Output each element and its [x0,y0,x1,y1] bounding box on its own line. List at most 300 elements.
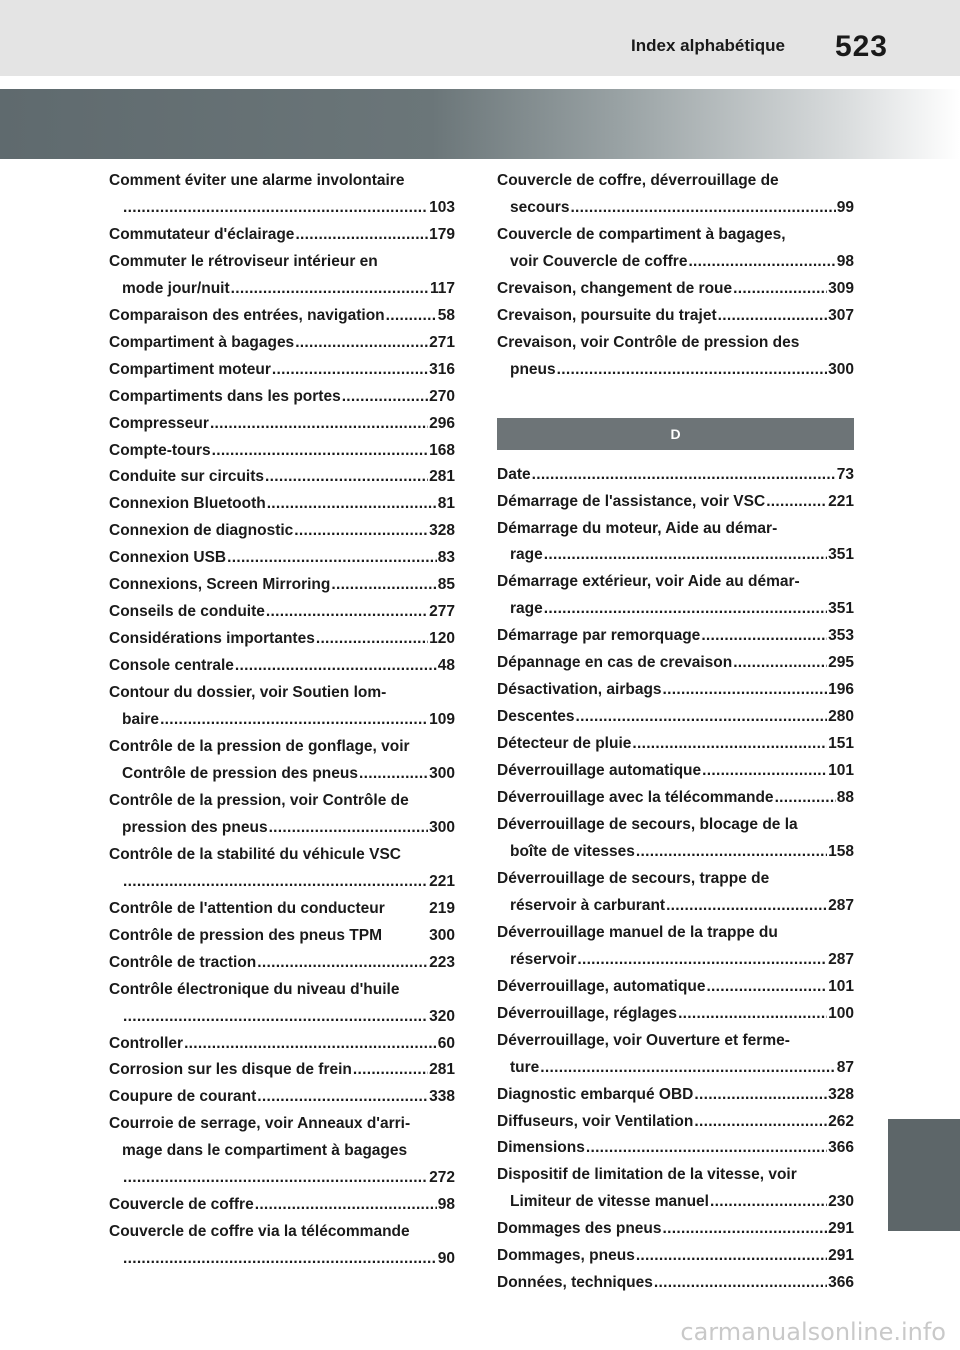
dot-leader [706,974,827,1001]
dot-leader [557,357,827,384]
dot-leader [577,947,827,974]
index-entry [497,276,854,303]
index-entry [109,357,455,384]
page-reference: 291 [828,1247,854,1265]
entry-text: baire [122,711,160,729]
index-entry [109,384,455,411]
entry-text: Déverrouillage avec la télécommande [497,789,774,807]
index-entry [497,462,854,489]
page-reference: 168 [429,441,455,459]
dot-leader [160,707,428,734]
index-entry-line [497,1001,854,1028]
page-reference: 221 [429,872,455,890]
index-entry [497,920,854,974]
index-entry [109,896,455,923]
index-entry-line [109,1111,455,1138]
index-entry-line [109,572,455,599]
dot-leader [123,1004,428,1031]
entry-text: Crevaison, poursuite du trajet [497,306,717,324]
index-entry-line [109,896,455,923]
entry-text: Dispositif de limitation de la vitesse, voir [497,1166,797,1184]
index-entry-line [497,542,854,569]
page-reference: 87 [836,1058,854,1076]
dot-leader [544,596,827,623]
page-reference: 88 [836,789,854,807]
page-reference: 272 [429,1169,455,1187]
dot-leader [342,384,428,411]
watermark: carmanualsonline.info [680,1318,946,1346]
page-reference: 281 [429,468,455,486]
index-entry-line [497,623,854,650]
page-reference: 83 [437,549,455,567]
entry-text: Contrôle de l'attention du conducteur [109,899,385,917]
dot-leader [210,411,428,438]
index-entry-line [109,1246,455,1273]
page-reference: 366 [828,1274,854,1292]
entry-text: Dépannage en cas de crevaison [497,654,733,672]
index-entry [109,977,455,1031]
dot-leader [235,653,437,680]
entry-text: Déverrouillage de secours, trappe de [497,869,770,887]
index-entry [497,623,854,650]
page-reference: 60 [437,1034,455,1052]
dot-leader [255,1192,437,1219]
page-reference: 221 [828,492,854,510]
index-entry-line [497,974,854,1001]
dot-leader [123,869,428,896]
index-entry-line [109,384,455,411]
entry-text: pression des pneus [122,818,268,836]
entry-text: Contour du dossier, voir Soutien lom- [109,684,387,702]
page-reference: 101 [828,977,854,995]
index-entry [497,222,854,276]
index-entry-line [109,788,455,815]
dot-leader [316,626,428,653]
index-entry [109,303,455,330]
index-entry [497,516,854,570]
dot-leader [654,1270,827,1297]
entry-text: Couvercle de coffre, déverrouillage de [497,172,779,189]
index-entry-line [497,812,854,839]
index-entry [109,1111,455,1192]
entry-text: Dommages des pneus [497,1220,662,1238]
index-entry [497,1243,854,1270]
index-entry-line [497,1135,854,1162]
index-entry-line [497,249,854,276]
page-reference: 307 [828,306,854,324]
index-entry-line [497,462,854,489]
index-entry-line [109,518,455,545]
dot-leader [532,462,836,489]
page-reference: 98 [437,1196,455,1214]
index-entry-line [497,1243,854,1270]
page-reference: 98 [836,252,854,270]
entry-text: Conduite sur circuits [109,468,265,486]
page-reference: 58 [437,306,455,324]
entry-text: Commuter le rétroviseur intérieur en [109,252,378,270]
page-reference: 270 [429,387,455,405]
index-entry [497,785,854,812]
entry-text: Courroie de serrage, voir Anneaux d'arri- [109,1115,411,1133]
index-entry-line [109,249,455,276]
section-header-d: D [497,418,854,450]
index-entry [109,1192,455,1219]
index-entry [109,599,455,626]
index-entry-line [109,1057,455,1084]
index-entry-line [109,680,455,707]
dot-leader [184,1031,437,1058]
entry-text: Crevaison, changement de roue [497,279,733,297]
entry-text: mode jour/nuit [122,279,230,297]
index-entry [109,788,455,842]
index-entry-line [497,222,854,249]
page-reference: 316 [429,360,455,378]
index-entry-line [497,168,854,195]
entry-text: Déverrouillage manuel de la trappe du [497,923,778,941]
page-number: 523 [834,30,888,63]
dot-leader [227,545,437,572]
entry-text: Dimensions [497,1139,585,1157]
dot-leader [266,599,428,626]
entry-text: Déverrouillage de secours, blocage de la [497,816,798,834]
index-entry [109,653,455,680]
page-reference: 300 [828,360,854,378]
index-entry-line [109,491,455,518]
index-entry-line [497,947,854,974]
index-entry-line [497,276,854,303]
page-reference: 281 [429,1061,455,1079]
entry-text: Comparaison des entrées, navigation [109,306,385,324]
dot-leader [353,1057,428,1084]
index-entry-line [497,1270,854,1297]
entry-text: Détecteur de pluie [497,735,632,753]
index-entry-line [109,653,455,680]
dot-leader [775,785,836,812]
header-banner [0,89,960,159]
dot-leader [267,491,437,518]
index-entry-line [497,704,854,731]
index-entry [109,572,455,599]
index-entry-line [497,758,854,785]
dot-leader [570,195,835,222]
entry-text: Déverrouillage automatique [497,762,702,780]
dot-leader [257,950,428,977]
index-entry-line [497,1162,854,1189]
index-entry-line [497,893,854,920]
page-reference: 158 [828,842,854,860]
index-entry [109,950,455,977]
dot-leader [701,623,827,650]
entry-text: Connexion Bluetooth [109,495,266,513]
page-reference: 328 [429,522,455,540]
entry-text: Console centrale [109,657,234,675]
index-entry [497,569,854,623]
index-entry [497,758,854,785]
page-reference: 300 [429,764,455,782]
entry-text: Compte-tours [109,441,211,459]
page-reference: 179 [429,225,455,243]
dot-leader [123,195,428,222]
page-reference: 230 [828,1193,854,1211]
dot-leader [718,303,827,330]
entry-text: Coupure de courant [109,1088,257,1106]
index-entry-line [109,357,455,384]
index-entry-line [497,596,854,623]
dot-leader [663,1216,828,1243]
entry-text: ture [510,1058,540,1076]
page-reference: 99 [836,198,854,216]
index-entry-line [109,869,455,896]
page-reference: 277 [429,603,455,621]
index-entry [497,1028,854,1082]
index-entry-line [109,438,455,465]
dot-leader [733,650,827,677]
entry-text: Compresseur [109,414,209,432]
dot-leader [123,1246,437,1273]
index-entry-line [109,707,455,734]
entry-text: Descentes [497,708,575,726]
index-entry-line [497,357,854,384]
index-entry [497,1135,854,1162]
dot-leader [733,276,827,303]
entry-text: Déverrouillage, réglages [497,1004,678,1022]
page-reference: 287 [828,896,854,914]
dot-leader [636,839,827,866]
index-entry-line [497,330,854,357]
entry-text: Contrôle de la pression, voir Contrôle de [109,791,409,809]
dot-leader [694,1082,827,1109]
index-entry [497,1109,854,1136]
index-entry [109,249,455,303]
page-reference: 100 [828,1004,854,1022]
index-entry-line [497,303,854,330]
index-entry-line [109,842,455,869]
index-entry [497,704,854,731]
entry-text: réservoir à carburant [510,896,666,914]
entry-text: Contrôle de pression des pneus [122,764,358,782]
index-entry-line [497,650,854,677]
index-entry-line [497,1109,854,1136]
page-reference: 73 [836,465,854,483]
page-reference: 300 [429,818,455,836]
index-section-c-continued [497,168,854,384]
page-reference: 287 [828,950,854,968]
index-entry [497,1270,854,1297]
index-entry-line [497,489,854,516]
page-reference: 271 [429,333,455,351]
dot-leader [294,518,428,545]
page-reference: 291 [828,1220,854,1238]
dot-leader [265,464,428,491]
index-entry-line [109,303,455,330]
page-reference: 117 [429,279,455,297]
entry-text: Commutateur d'éclairage [109,225,295,243]
page-reference: 196 [828,681,854,699]
page-reference: 366 [828,1139,854,1157]
entry-text: Compartiments dans les portes [109,387,341,405]
index-entry-line [109,545,455,572]
index-entry [109,491,455,518]
index-entry [109,411,455,438]
dot-leader [544,542,827,569]
header-bar [0,0,960,76]
index-entry-line [497,866,854,893]
entry-text: Déverrouillage, voir Ouverture et ferme- [497,1031,790,1049]
page-reference: 295 [828,654,854,672]
page-reference: 120 [429,630,455,648]
index-entry-line [497,920,854,947]
entry-text: rage [510,600,543,618]
entry-text: Contrôle de traction [109,953,257,971]
dot-leader [663,677,828,704]
index-entry [497,974,854,1001]
entry-text: voir Couvercle de coffre [510,252,688,270]
chapter-thumb-tab [888,1119,960,1231]
page-reference: 300 [429,926,455,944]
page-reference: 223 [429,953,455,971]
index-entry-line [109,1165,455,1192]
dot-leader [359,761,428,788]
index-entry-line [109,734,455,761]
index-entry [497,1162,854,1216]
index-entry-line [109,1138,455,1165]
dot-leader [295,330,428,357]
entry-text: Démarrage par remorquage [497,627,701,645]
dot-leader [231,276,429,303]
entry-text: Connexion USB [109,549,227,567]
index-entry-line [497,516,854,543]
index-entry-line [109,195,455,222]
page-reference: 151 [828,735,854,753]
entry-text: Déverrouillage, automatique [497,977,706,995]
index-entry-line [497,195,854,222]
index-entry-line [109,923,455,950]
index-entry-line [109,950,455,977]
entry-text: Compartiment moteur [109,360,271,378]
index-entry-line [109,626,455,653]
index-entry-line [109,1219,455,1246]
index-entry [109,464,455,491]
index-entry [109,680,455,734]
index-entry-line [497,785,854,812]
index-column-left [109,168,455,1273]
index-entry-line [109,222,455,249]
dot-leader [212,438,429,465]
dot-leader [666,893,827,920]
index-entry [109,168,455,222]
index-section-d [497,462,854,1298]
index-entry-line [109,1031,455,1058]
entry-text: Désactivation, airbags [497,681,662,699]
entry-text: Contrôle électronique du niveau d'huile [109,980,400,998]
entry-text: Couvercle de coffre via la télécommande [109,1223,410,1241]
dot-leader [331,572,436,599]
entry-text: Données, techniques [497,1274,653,1292]
page-reference: 48 [437,657,455,675]
index-entry [497,731,854,758]
index-entry [109,222,455,249]
index-entry [109,1057,455,1084]
index-entry-line [497,1055,854,1082]
entry-text: Contrôle de la pression de gonflage, voir [109,738,410,756]
index-entry-line [497,1189,854,1216]
index-column-right [497,168,854,1297]
page-reference: 103 [429,198,455,216]
entry-text: Démarrage extérieur, voir Aide au démar- [497,573,800,591]
entry-text: Démarrage du moteur, Aide au démar- [497,519,778,537]
index-entry-line [497,677,854,704]
index-entry-line [497,569,854,596]
entry-text: Corrosion sur les disque de frein [109,1061,352,1079]
index-entry [109,842,455,896]
index-entry-line [109,977,455,1004]
index-entry [109,545,455,572]
index-entry [497,677,854,704]
dot-leader [295,222,428,249]
index-entry-line [497,839,854,866]
index-entry-line [497,1216,854,1243]
index-entry [109,518,455,545]
section-title: Index alphabétique [631,36,785,55]
dot-leader [123,1165,428,1192]
index-entry [497,303,854,330]
page-reference: 309 [828,279,854,297]
entry-text: Couvercle de compartiment à bagages, [497,225,786,243]
dot-leader [257,1084,428,1111]
entry-text: Dommages, pneus [497,1247,635,1265]
dot-leader [540,1055,835,1082]
entry-text: Couvercle de coffre [109,1196,254,1214]
dot-leader [269,815,429,842]
dot-leader [272,357,428,384]
dot-leader [766,489,827,516]
entry-text: Contrôle de la stabilité du véhicule VSC [109,845,401,863]
index-entry-line [109,464,455,491]
index-entry [109,438,455,465]
dot-leader [702,758,827,785]
index-entry [109,1031,455,1058]
page-reference: 351 [828,546,854,564]
index-entry [497,650,854,677]
index-entry-line [497,1082,854,1109]
dot-leader [586,1135,827,1162]
index-entry [497,168,854,222]
entry-text: Crevaison, voir Contrôle de pression des [497,333,800,351]
index-entry [497,1082,854,1109]
page-reference: 353 [828,627,854,645]
entry-text: Compartiment à bagages [109,333,295,351]
index-entry-line [109,1084,455,1111]
entry-text: boîte de vitesses [510,842,635,860]
entry-text: Comment éviter une alarme involontaire [109,172,405,189]
entry-text: rage [510,546,543,564]
index-entry [497,330,854,384]
dot-leader [576,704,828,731]
index-entry [497,489,854,516]
index-entry-line [109,599,455,626]
page-reference: 351 [828,600,854,618]
page-reference: 328 [828,1085,854,1103]
index-entry-line [497,1028,854,1055]
index-entry [497,1001,854,1028]
entry-text: Connexions, Screen Mirroring [109,576,331,594]
index-entry [109,1219,455,1273]
index-entry [497,812,854,866]
index-entry-line [109,761,455,788]
index-entry-line [109,1004,455,1031]
entry-text: pneus [510,360,556,378]
entry-text: Démarrage de l'assistance, voir VSC [497,492,766,510]
